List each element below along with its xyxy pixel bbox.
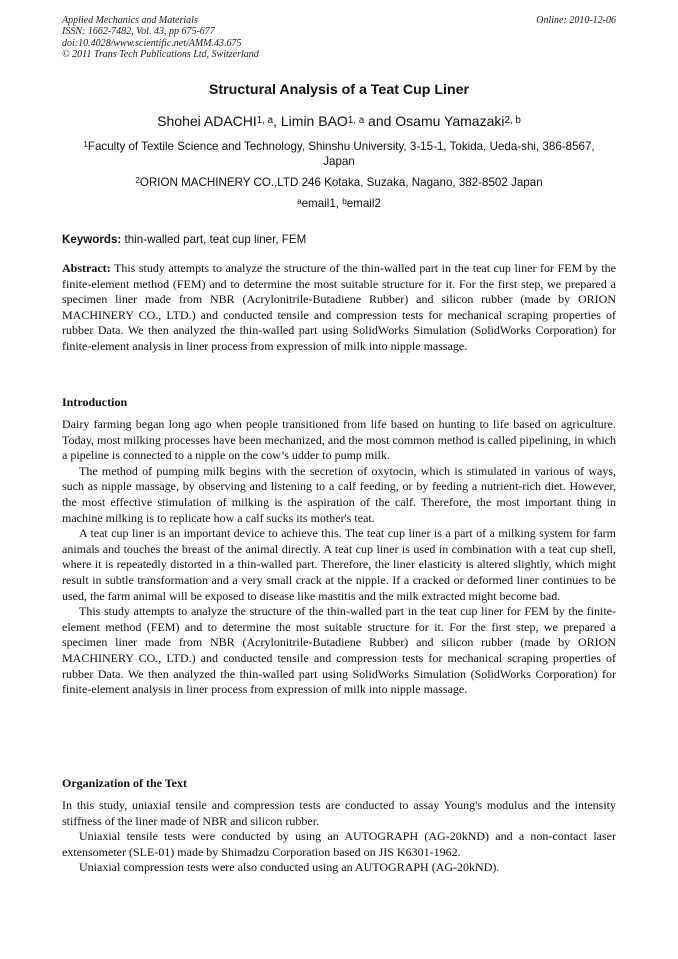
paragraph: The method of pumping milk begins with the secretion of oxytocin, which is stimulated in various of ways, such as nipple massage, by observing and listening to a calf feeding, or by feeding a nutrient-rich diet. However, the most effective stimulation of milking is the aspiration of the calf. Therefore, the most important thing in machine milking is to replicate how a calf sucks its mother's teat. — [62, 463, 616, 525]
keywords — [62, 232, 616, 247]
author-separator: and — [364, 113, 396, 129]
journal-doi: doi:10.4028/www.scientific.net/AMM.43.675 — [62, 37, 242, 49]
keywords-text: thin-walled part, teat cup liner, FEM — [124, 233, 307, 246]
paragraph: Dairy farming began long ago when people transitioned from life based on hunting to life based on agriculture. Today, most milking processes have been mechanized, and the most common method is called pipelining, in which a pipeline is connected to a nipple on the cow’s udder to pump milk. — [62, 417, 616, 463]
author-name: Limin BAO — [280, 113, 348, 129]
section-introduction — [62, 417, 616, 698]
email-line — [62, 196, 616, 211]
email-sup: b — [342, 197, 347, 207]
email-separator: , — [335, 197, 343, 210]
paragraph: A teat cup liner is an important device to achieve this. The teat cup liner is a part of a milking system for farm animals and touches the breast of the animal directly. A teat cup liner is used in combination with a teat cup shell, where it is repeatedly distorted in a thin-walled part. Therefore, the liner elasticity is altered slightly, which might result in subtle transformation and a very small crack at the nipple. If a cracked or deformed liner continues to be used, the farm animal will be exposed to disease like mastitis and the milk extracted might become bad. — [62, 526, 616, 603]
affiliation-1 — [62, 139, 616, 169]
email-text: email1 — [301, 197, 336, 210]
paper-title: Structural Analysis of a Teat Cup Liner — [208, 82, 470, 98]
email-sup: a — [297, 197, 302, 207]
author-sup: 1, a — [347, 114, 365, 126]
author-separator: , — [273, 113, 281, 129]
online-date: Online: 2010-12-06 — [536, 15, 616, 26]
email-text: email2 — [346, 197, 381, 210]
journal-issn: ISSN: 1662-7482, Vol. 43, pp 675-677 — [62, 26, 215, 38]
affiliation-text: Faculty of Textile Science and Technology, Shinshu University, 3-15-1, Tokida, Ueda-shi, 386-8567, Japan — [87, 140, 595, 168]
author-line — [62, 111, 616, 131]
section-organization — [62, 798, 616, 876]
journal-header — [62, 15, 616, 61]
affiliation-sup: 1 — [83, 140, 88, 150]
abstract-text: This study attempts to analyze the structure of the thin-walled part in the teat cup liner for FEM by the finite-element method (FEM) and to determine the most suitable structure for it. For the first step, we prepared a specimen liner made from NBR (Acrylonitrile-Butadiene Rubber) and silicon rubber (made by ORION MACHINERY CO., LTD.) and conducted tensile and compression tests for mechanical scraping properties of rubber Data. We then analyzed the thin-walled part using SolidWorks Simulation (SolidWorks Corporation) for finite-element analysis in liner process from expression of milk into nipple massage. — [62, 261, 616, 353]
author-sup: 1, a — [256, 114, 274, 126]
affiliation-sup: 2 — [135, 176, 140, 186]
journal-name: Applied Mechanics and Materials — [62, 15, 198, 26]
keywords-label: Keywords: — [62, 233, 122, 246]
affiliation-2 — [62, 175, 616, 190]
affiliation-text: ORION MACHINERY CO.,LTD 246 Kotaka, Suzaka, Nagano, 382-8502 Japan — [139, 176, 543, 189]
section-heading-introduction: Introduction — [62, 395, 128, 409]
journal-copyright: © 2011 Trans Tech Publications Ltd, Switzerland — [62, 49, 259, 61]
paragraph: Uniaxial compression tests were also conducted using an AUTOGRAPH (AG-20kND). — [79, 860, 500, 875]
section-heading-organization: Organization of the Text — [62, 776, 187, 790]
author-name: Shohei ADACHI — [157, 113, 257, 129]
author-name: Osamu Yamazaki — [395, 113, 505, 129]
paragraph: In this study, uniaxial tensile and compression tests are conducted to assay Young's modulus and the intensity stiffness of the liner made of NBR and silicon rubber. — [62, 798, 616, 828]
author-sup: 2, b — [504, 114, 521, 126]
paragraph: This study attempts to analyze the structure of the thin-walled part in the teat cup liner for FEM by the finite-element method (FEM) and to determine the most suitable structure for it. For the first step, we prepared a specimen liner made from NBR (Acrylonitrile-Butadiene Rubber) and silicon rubber (made by ORION MACHINERY CO., LTD.) and conducted tensile and compression tests for mechanical scraping properties of rubber Data. We then analyzed the thin-walled part using SolidWorks Simulation (SolidWorks Corporation) for finite-element analysis in liner process from expression of milk into nipple massage. — [62, 604, 616, 697]
paragraph: Uniaxial tensile tests were conducted by using an AUTOGRAPH (AG-20kND) and a non-contact laser extensometer (SLE-01) made by Shimadzu Corporation based on JIS K6301-1962. — [62, 829, 616, 859]
abstract — [62, 261, 616, 355]
abstract-label: Abstract: — [62, 261, 111, 275]
